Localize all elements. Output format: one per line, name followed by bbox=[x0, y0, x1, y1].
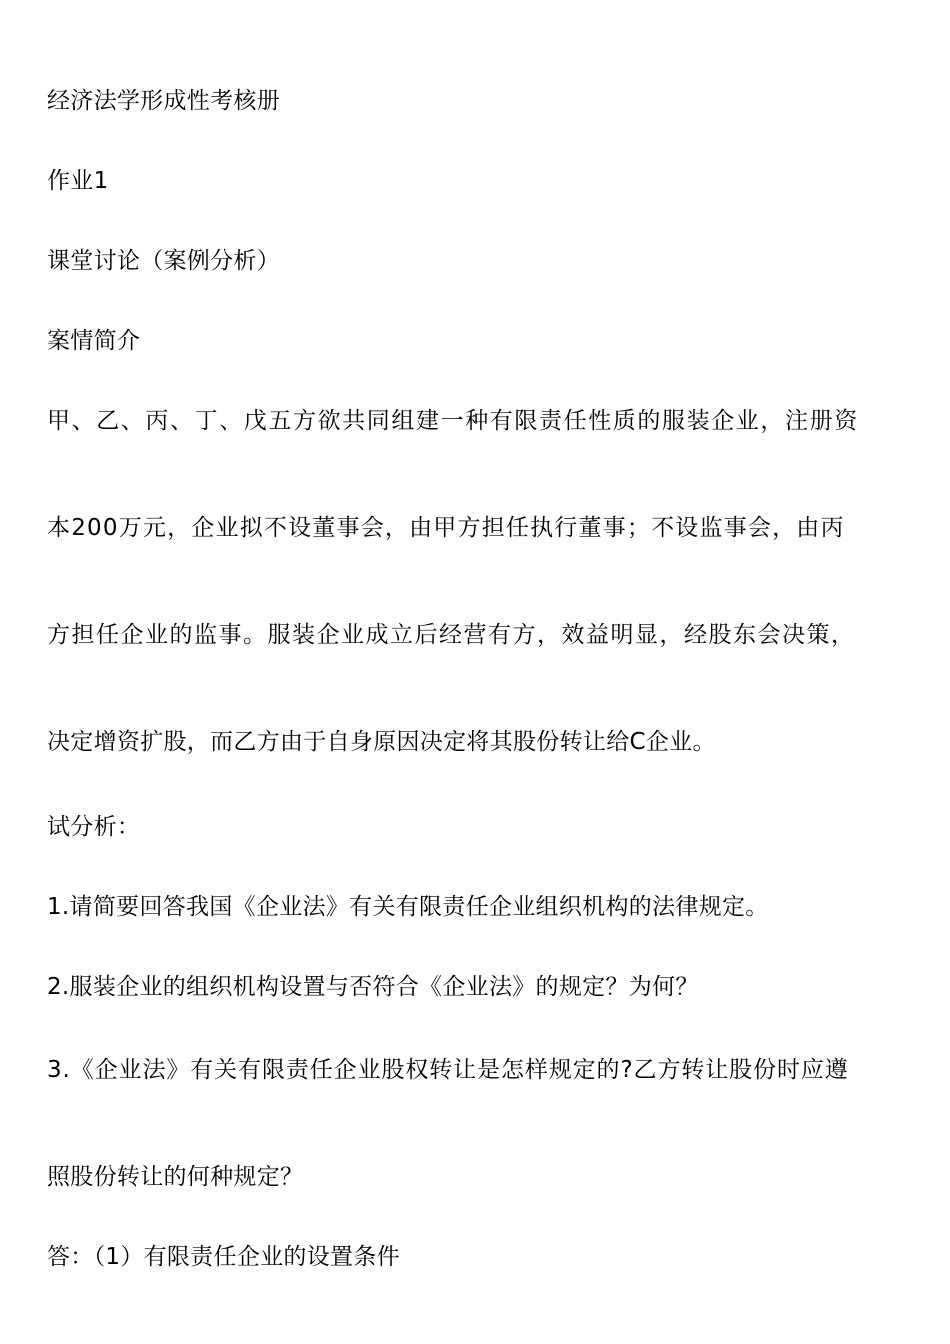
case-text-line: 甲、乙、丙、丁、戊五方欲共同组建一种有限责任性质的服装企业，注册资 bbox=[47, 408, 859, 434]
case-text-line: 方担任企业的监事。服装企业成立后经营有方，效益明显，经股东会决策， bbox=[47, 622, 856, 648]
case-heading: 案情简介 bbox=[47, 328, 141, 354]
question-1: 1.请简要回答我国《企业法》有关有限责任企业组织机构的法律规定。 bbox=[47, 894, 769, 920]
section-heading: 课堂讨论（案例分析） bbox=[47, 248, 280, 274]
question-3-line: 照股份转让的何种规定？ bbox=[47, 1164, 304, 1190]
assignment-heading: 作业1 bbox=[47, 168, 109, 194]
analysis-prompt: 试分析： bbox=[47, 814, 141, 840]
case-text-line: 本200万元，企业拟不设董事会，由甲方担任执行董事；不设监事会，由丙 bbox=[47, 515, 845, 541]
case-text-line: 决定增资扩股，而乙方由于自身原因决定将其股份转让给C企业。 bbox=[47, 729, 716, 755]
question-3-line: 3.《企业法》有关有限责任企业股权转让是怎样规定的?乙方转让股份时应遵 bbox=[47, 1057, 849, 1083]
answer-start: 答：（1）有限责任企业的设置条件 bbox=[47, 1244, 400, 1270]
document-title: 经济法学形成性考核册 bbox=[47, 88, 280, 114]
question-2: 2.服装企业的组织机构设置与否符合《企业法》的规定？为何？ bbox=[47, 974, 699, 1000]
